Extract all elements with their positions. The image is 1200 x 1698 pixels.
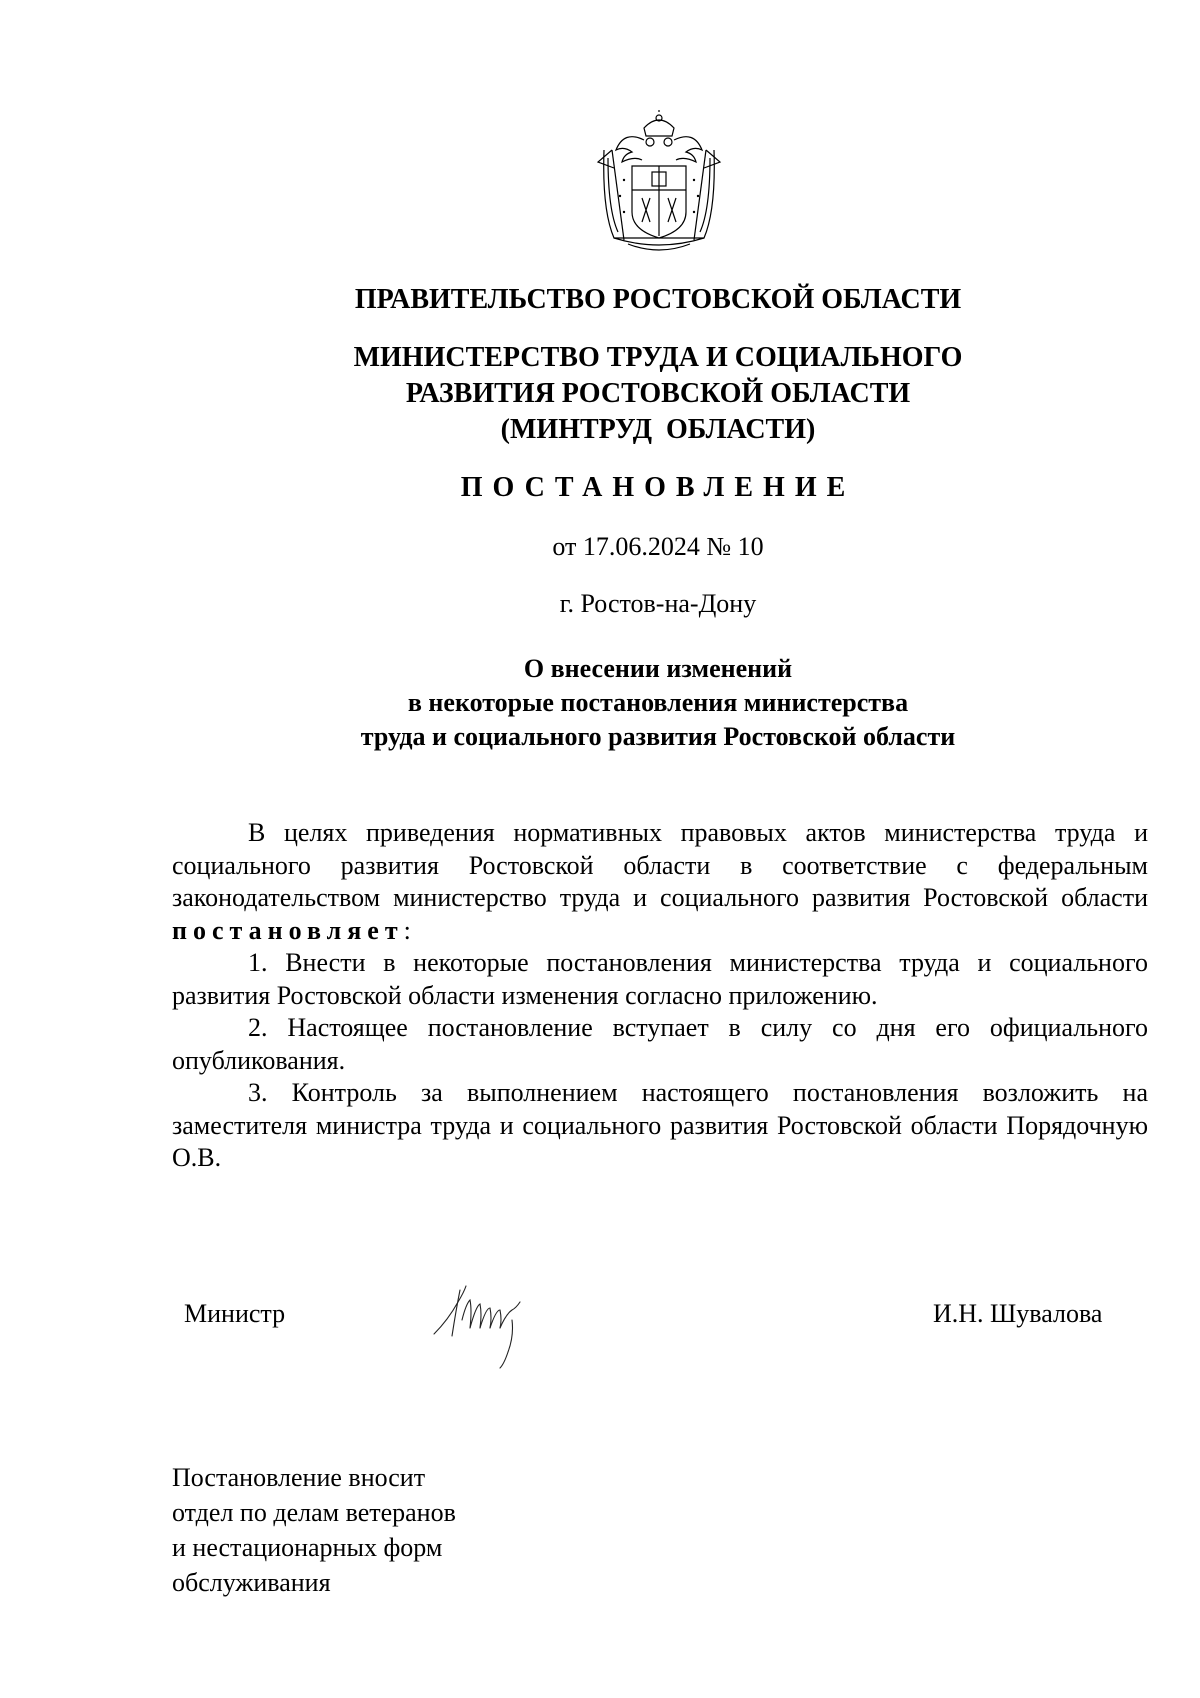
- ministry-line: (МИНТРУД ОБЛАСТИ): [500, 414, 816, 445]
- subject-line: О внесении изменений: [523, 654, 793, 683]
- signer-position: Министр: [184, 1299, 286, 1328]
- footer-note: [172, 1460, 456, 1600]
- preamble-text: В целях приведения нормативных правовых актов министерства труда и социального развития Ростовской области в соответствие с федеральным законодательством министерство труда и социального развития Ростовской области: [172, 818, 1148, 912]
- decree-item: 2. Настоящее постановление вступает в силу со дня его официального опубликования.: [172, 1013, 1148, 1075]
- footer-line: отдел по делам ветеранов: [172, 1498, 456, 1527]
- decree-item: 1. Внести в некоторые постановления министерства труда и социального развития Ростовской области изменения согласно приложению.: [172, 948, 1148, 1010]
- footer-line: Постановление вносит: [172, 1463, 426, 1492]
- decree-colon: :: [403, 915, 411, 945]
- document-city: г. Ростов-на-Дону: [559, 589, 757, 618]
- decree-word: постановляет: [172, 915, 404, 945]
- subject-line: труда и социального развития Ростовской области: [360, 722, 956, 751]
- government-header: ПРАВИТЕЛЬСТВО РОСТОВСКОЙ ОБЛАСТИ: [354, 284, 962, 315]
- footer-line: обслуживания: [172, 1568, 331, 1597]
- document-date-number: от 17.06.2024 № 10: [552, 532, 764, 561]
- ministry-line: МИНИСТЕРСТВО ТРУДА И СОЦИАЛЬНОГО: [353, 342, 963, 373]
- ministry-line: РАЗВИТИЯ РОСТОВСКОЙ ОБЛАСТИ: [405, 378, 911, 409]
- document-body: [172, 817, 1148, 1175]
- coat-of-arms-icon: [594, 110, 724, 255]
- decree-item: 3. Контроль за выполнением настоящего постановления возложить на заместителя министра труда и социального развития Ростовской области Порядочную О.В.: [172, 1078, 1148, 1172]
- ministry-header: [168, 340, 1148, 448]
- preamble-paragraph: [172, 817, 1148, 947]
- document-subject: [168, 652, 1148, 754]
- signer-name: И.Н. Шувалова: [933, 1299, 1103, 1328]
- subject-line: в некоторые постановления министерства: [407, 688, 909, 717]
- document-type: ПОСТАНОВЛЕНИЕ: [460, 472, 856, 503]
- handwritten-signature: [430, 1280, 550, 1370]
- footer-line: и нестационарных форм: [172, 1533, 443, 1562]
